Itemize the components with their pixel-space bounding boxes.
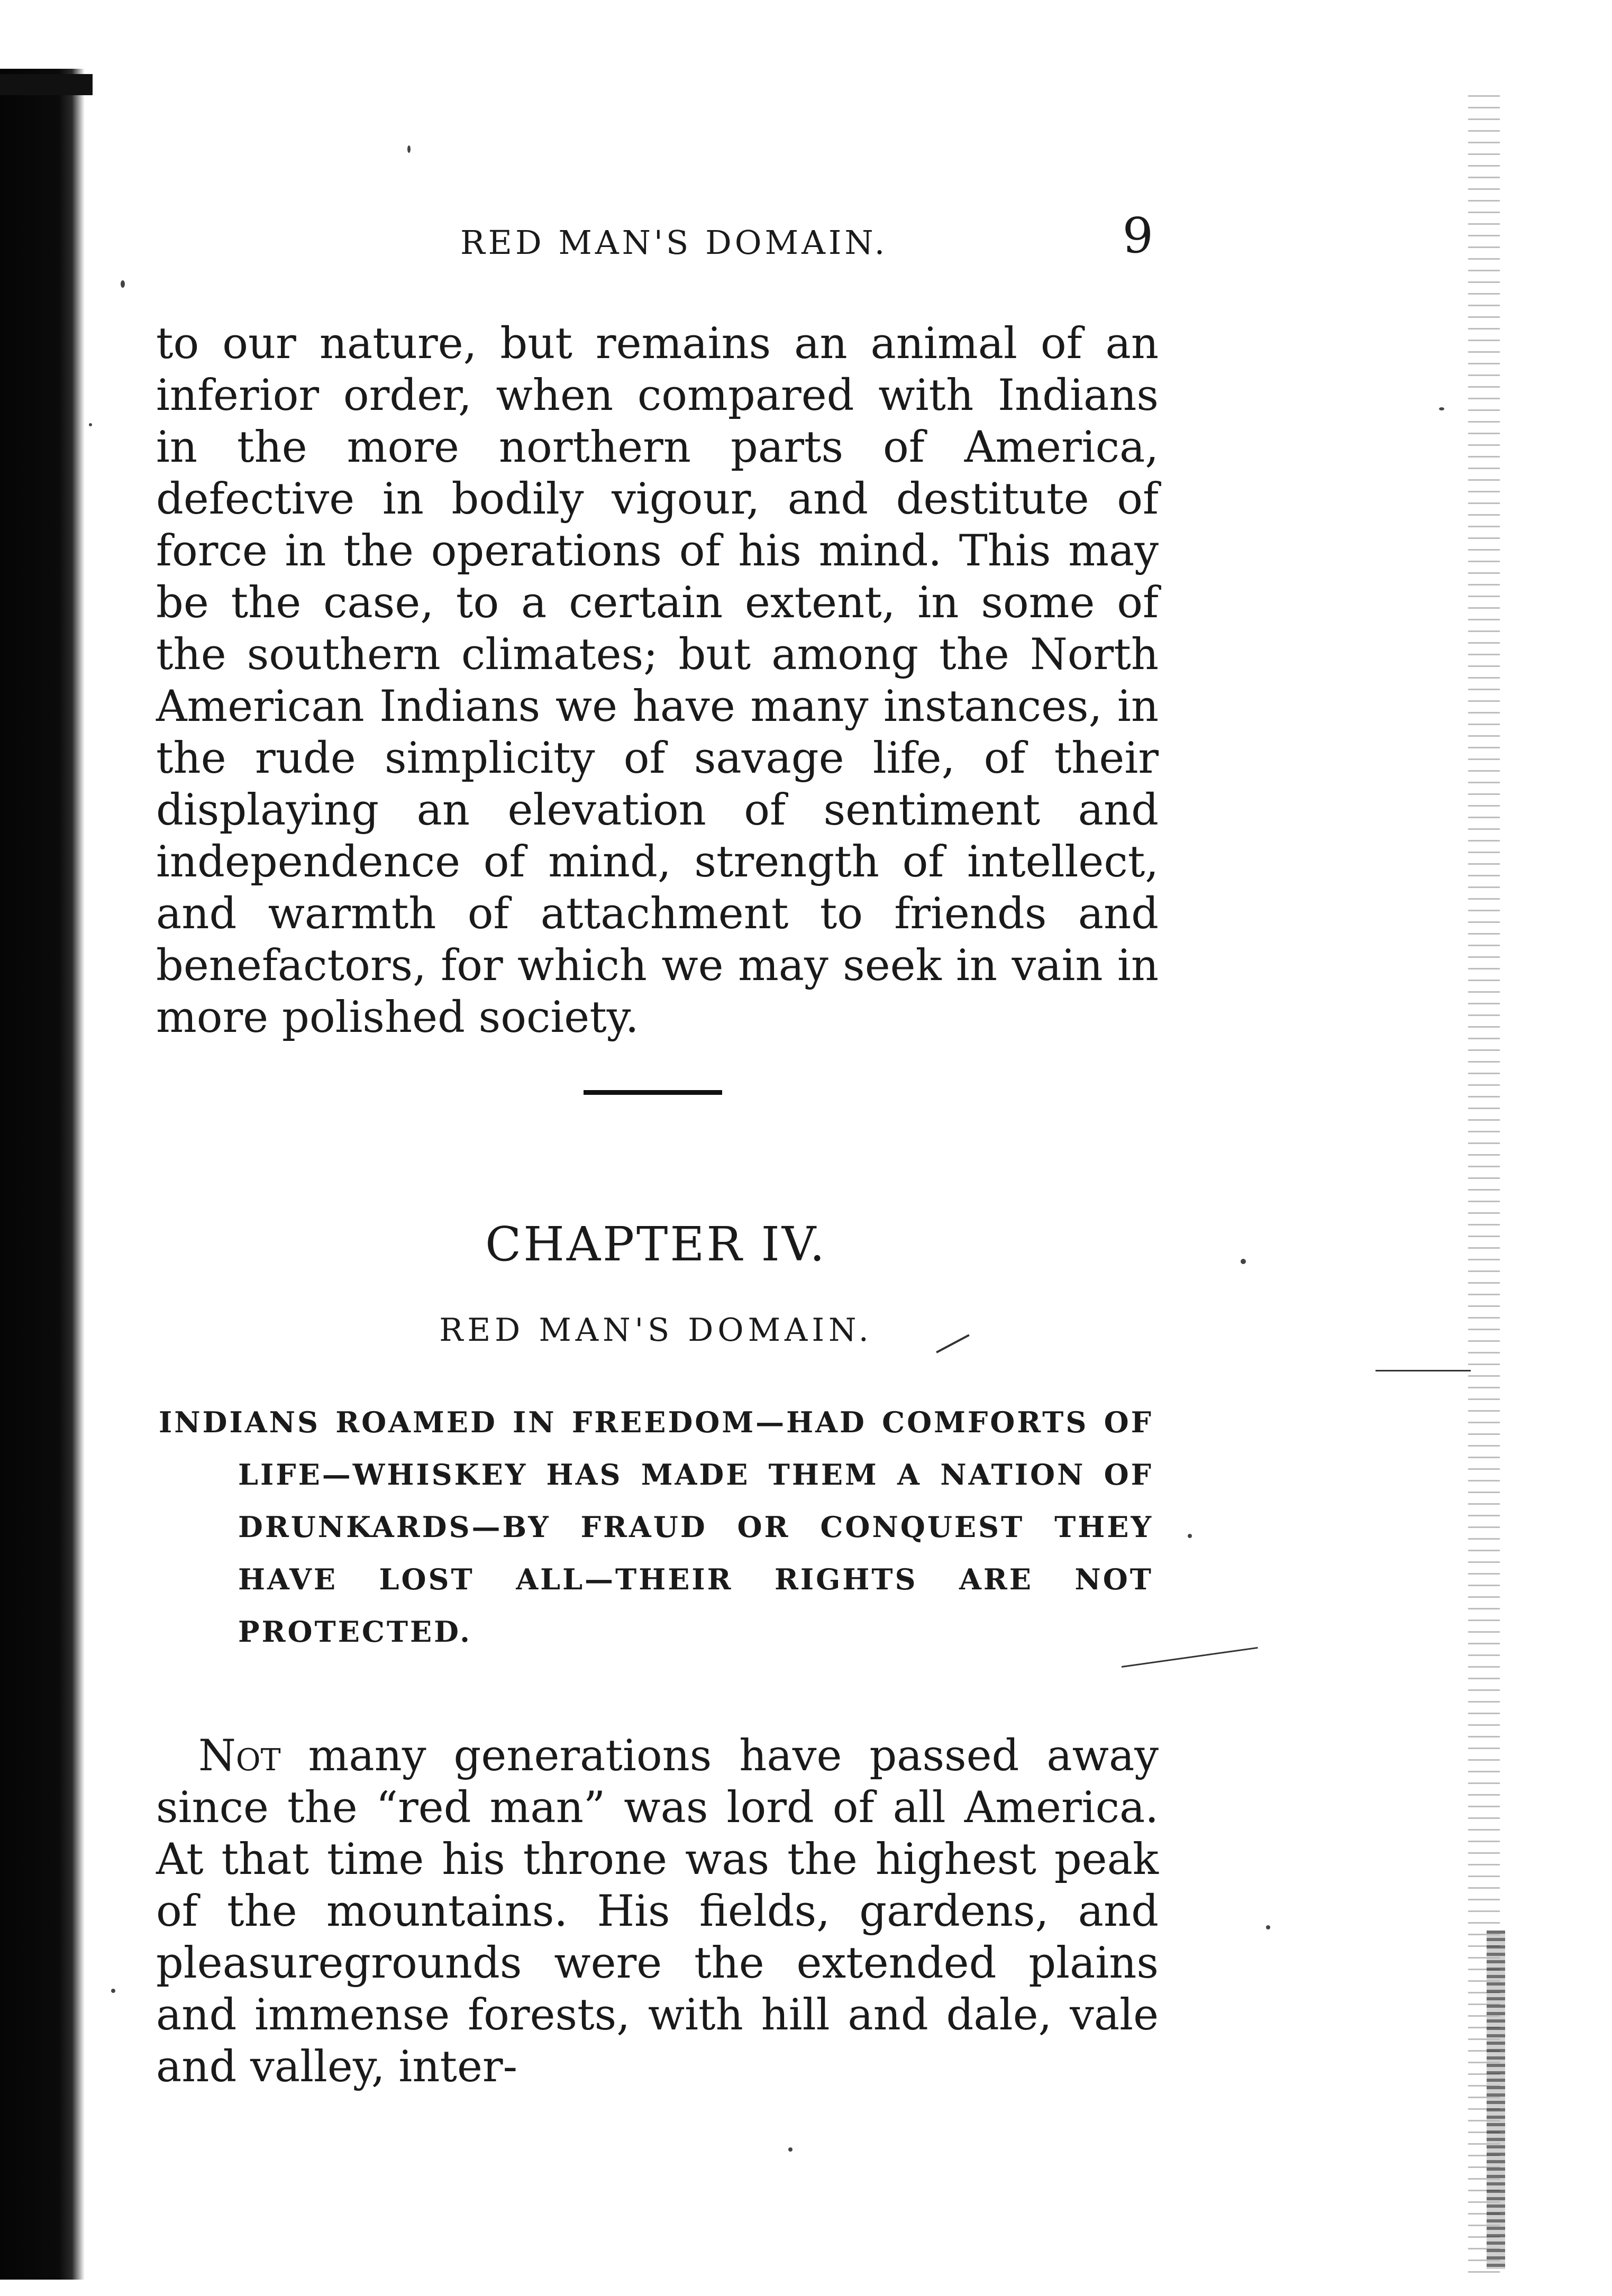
scan-speck — [407, 145, 411, 153]
section-divider-rule — [584, 1090, 722, 1095]
scan-speck — [1439, 407, 1444, 410]
chapter-title: CHAPTER IV. — [485, 1216, 827, 1272]
scan-stray-mark — [1376, 1370, 1471, 1371]
scan-speck — [89, 423, 92, 426]
scan-speck — [788, 2147, 793, 2152]
book-binding-shadow — [0, 69, 85, 2280]
running-head-title: RED MAN'S DOMAIN. — [460, 223, 888, 262]
scan-speck — [1188, 1534, 1192, 1538]
page-number: 9 — [1122, 207, 1153, 264]
page-edge-right-dark — [1487, 1931, 1505, 2269]
scan-speck — [121, 280, 125, 288]
opening-word: Not — [198, 1731, 281, 1781]
chapter-opening-paragraph — [156, 1730, 1159, 2093]
book-binding-top — [0, 74, 93, 95]
chapter-synopsis: INDIANS ROAMED IN FREEDOM—HAD COMFORTS OF LIFE—WHISKEY HAS MADE THEM A NATION OF DRUNKARDS—BY FRAUD OR CONQUEST THEY HAVE LOST ALL—THEIR RIGHTS ARE NOT PROTECTED. — [159, 1405, 1153, 1649]
scan-speck — [111, 1989, 115, 1993]
running-header — [159, 207, 1153, 271]
chapter-subtitle: RED MAN'S DOMAIN. — [439, 1312, 873, 1349]
paragraph-continued: to our nature, but remains an animal of an inferior order, when compared with Indians in the more northern parts of America, defective in bodily vigour, and destitute of force in the operations of his mind. This may be the case, to a certain extent, in some of the southern climates; but among the North American Indians we have many instances, in the rude simplicity of savage life, of their displaying an elevation of sentiment and independence of mind, strength of intellect, and warmth of attachment to friends and benefactors, for which we may seek in vain in more polished society. — [156, 319, 1159, 1042]
scan-speck — [1266, 1925, 1270, 1929]
opening-paragraph-text: many generations have passed away since the “red man” was lord of all America. At that time his throne was the highest peak of the mountains. His fields, gardens, and pleasuregrounds were the extended plains and immense forests, with hill and dale, vale and valley, inter- — [156, 1731, 1159, 2092]
scan-speck — [1241, 1259, 1246, 1264]
